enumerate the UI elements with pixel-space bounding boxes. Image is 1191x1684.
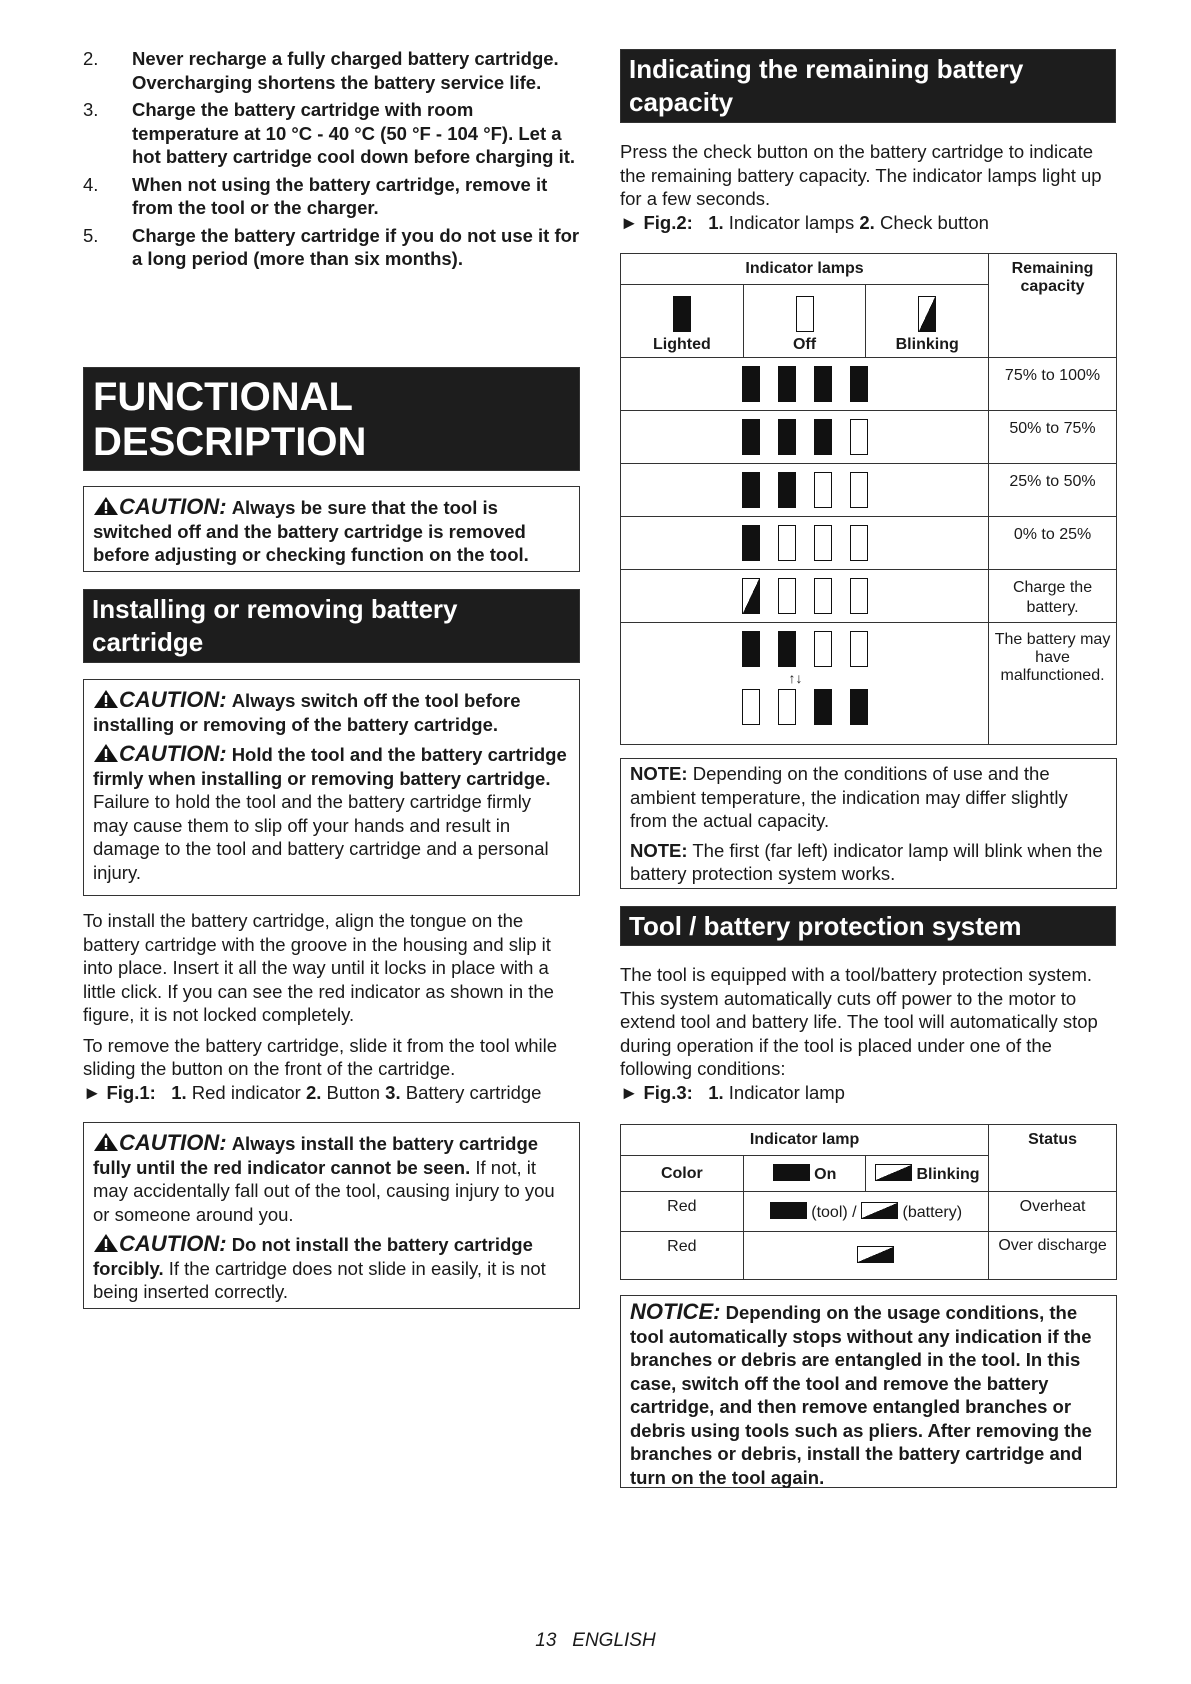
lamp-blinking-icon (861, 1202, 898, 1219)
legend-off: Off (743, 285, 866, 358)
lamp-group (621, 358, 989, 411)
lamp-group (621, 570, 989, 623)
lamp-group (621, 411, 989, 464)
lamp-lighted-icon (778, 366, 796, 402)
header-status: Status (1028, 1131, 1078, 1148)
lamp-off-icon (850, 631, 868, 667)
protection-heading: Tool / battery protection system (620, 906, 1116, 946)
malfunction-lamps (621, 623, 989, 745)
capacity-table (620, 253, 1117, 745)
status-color: Red (667, 1198, 697, 1215)
lamp-lighted-icon (742, 525, 760, 561)
header-remaining-capacity: Remaining capacity (989, 254, 1117, 358)
functional-description-heading: FUNCTIONAL DESCRIPTION (83, 367, 580, 471)
lamp-on-icon (773, 1164, 810, 1181)
protection-text: The tool is equipped with a tool/battery protection system. This system automatically cuts off power to the motor to extend tool and battery life. The tool will automatically stop during operation if the tool is placed under one of the following conditions: ► Fig.3: 1. Indicator lamp (620, 963, 1120, 1104)
caution-box-fully-install: CAUTION: Always install the battery cartridge fully until the red indicator cannot be seen. If not, it may accidentally fall out of the tool, causing injury to you or someone around you. CAUTION: Do not install the battery cartridge forcibly. If the cartridge does not slide in easily, it is not being inserted correctly. (83, 1122, 580, 1309)
lamp-lighted-icon (742, 366, 760, 402)
status-lamps (743, 1232, 988, 1280)
lamp-lighted-icon (742, 631, 760, 667)
lamp-on-icon (770, 1202, 807, 1219)
caution-box-install: CAUTION: Always switch off the tool before installing or removing of the battery cartridge. CAUTION: Hold the tool and the battery cartridge firmly when installing or removing battery cartridge. Failure to hold the tool and the battery cartridge firmly may cause them to slip off your hands and result in damage to the tool and battery cartridge and a personal injury. (83, 679, 580, 896)
table-row (621, 411, 1117, 464)
capacity-heading: Indicating the remaining battery capacity (620, 49, 1116, 123)
lamp-off-icon (814, 525, 832, 561)
list-item: 2. Never recharge a fully charged battery cartridge. Overcharging shortens the battery service life. (83, 48, 559, 93)
status-label: Overheat (1019, 1198, 1086, 1215)
status-label: Over discharge (998, 1237, 1107, 1254)
precaution-list (83, 47, 580, 275)
lamp-group (621, 517, 989, 570)
list-item: 3. Charge the battery cartridge with room temperature at 10 °C - 40 °C (50 °F - 104 °F). Let a hot battery cartridge cool down before charging it. (83, 99, 576, 167)
capacity-label: 25% to 50% (1009, 473, 1096, 490)
lamp-off-icon (796, 296, 814, 332)
lamp-off-icon (778, 578, 796, 614)
header-blinking: Blinking (866, 1156, 989, 1192)
warning-icon (93, 743, 119, 763)
capacity-instructions: Press the check button on the battery cartridge to indicate the remaining battery capacity. The indicator lamps light up for a few seconds. ► Fig.2: 1. Indicator lamps 2. Check button (620, 140, 1120, 234)
install-instructions: To install the battery cartridge, align the tongue on the battery cartridge with the groove in the housing and slip it into place. Insert it all the way until it locks in place with a little click. If you can see the red indicator as shown in the figure, it is not locked completely. To remove the battery cartridge, slide it from the tool while sliding the button on the front of the cartridge. ► Fig.1: 1. Red indicator 2. Button 3. Battery cartridge (83, 909, 583, 1104)
table-row (621, 464, 1117, 517)
lamp-off-icon (778, 689, 796, 725)
lamp-lighted-icon (742, 419, 760, 455)
lamp-lighted-icon (778, 472, 796, 508)
lamp-lighted-icon (742, 472, 760, 508)
lamp-group (621, 631, 988, 667)
warning-icon (93, 1132, 119, 1152)
legend-lighted: Lighted (621, 285, 744, 358)
table-row (621, 570, 1117, 623)
list-item: 5. Charge the battery cartridge if you do not use it for a long period (more than six months). (83, 224, 580, 269)
capacity-label: Charge the battery. (1012, 579, 1093, 616)
list-item: 4. When not using the battery cartridge, remove it from the tool or the charger. (83, 173, 548, 218)
lamp-group (621, 689, 988, 725)
header-indicator-lamp: Indicator lamp (749, 1131, 860, 1148)
header-color: Color (660, 1164, 703, 1182)
lamp-lighted-icon (814, 419, 832, 455)
warning-icon (93, 496, 119, 516)
lamp-group (621, 464, 989, 517)
table-row-malfunction (621, 623, 1117, 745)
lamp-lighted-icon (814, 689, 832, 725)
caution-box-adjust: CAUTION: Always be sure that the tool is switched off and the battery cartridge is removed before adjusting or checking function on the tool. (83, 486, 580, 572)
lamp-blinking-icon (918, 296, 936, 332)
lamp-off-icon (814, 578, 832, 614)
fig2-caption: ► Fig.2: 1. Indicator lamps 2. Check button (620, 211, 989, 233)
lamp-lighted-icon (778, 419, 796, 455)
table-row (621, 358, 1117, 411)
lamp-off-icon (850, 472, 868, 508)
lamp-lighted-icon (778, 631, 796, 667)
table-row-overheat (621, 1192, 1117, 1232)
lamp-lighted-icon (850, 689, 868, 725)
footer-language: ENGLISH (572, 1630, 656, 1651)
lamp-off-icon (850, 525, 868, 561)
lamp-off-icon (742, 689, 760, 725)
warning-icon (93, 689, 119, 709)
lamp-lighted-icon (814, 366, 832, 402)
lamp-blinking-icon (742, 578, 760, 614)
page-footer (0, 1630, 1191, 1652)
lamp-off-icon (814, 631, 832, 667)
legend-blinking: Blinking (866, 285, 989, 358)
capacity-label: 0% to 25% (1013, 526, 1092, 543)
lamp-off-icon (814, 472, 832, 508)
status-lamps: (tool) / (battery) (743, 1192, 988, 1232)
capacity-label: The battery may have malfunctioned. (994, 631, 1111, 684)
fig3-caption: ► Fig.3: 1. Indicator lamp (620, 1081, 845, 1103)
status-color: Red (667, 1238, 697, 1255)
note-box: NOTE: Depending on the conditions of use and the ambient temperature, the indication may differ slightly from the actual capacity. NOTE: The first (far left) indicator lamp will blink when the battery protection system works. (620, 758, 1117, 889)
table-row-over-discharge (621, 1232, 1117, 1280)
header-indicator-lamps: Indicator lamps (621, 254, 989, 285)
fig1-caption: ► Fig.1: 1. Red indicator 2. Button 3. Battery cartridge (83, 1081, 542, 1103)
capacity-label: 75% to 100% (1004, 367, 1101, 384)
warning-icon (93, 1233, 119, 1253)
lamp-lighted-icon (673, 296, 691, 332)
lamp-off-icon (850, 578, 868, 614)
lamp-blinking-icon (875, 1164, 912, 1181)
lamp-off-icon (778, 525, 796, 561)
header-on: On (743, 1156, 866, 1192)
lamp-lighted-icon (850, 366, 868, 402)
notice-box: NOTICE: Depending on the usage conditions, the tool automatically stops without any indication if the branches or debris are entangled in the tool. In this case, switch off the tool and remove the battery cartridge, and then remove entangled branches or debris using tools such as pliers. After removing the branches or debris, install the battery cartridge and turn on the tool again. (620, 1295, 1117, 1488)
lamp-off-icon (850, 419, 868, 455)
status-table (620, 1124, 1117, 1280)
table-row (621, 517, 1117, 570)
up-down-arrows-icon: ↑↓ (788, 670, 803, 686)
lamp-blinking-icon (857, 1246, 894, 1263)
capacity-label: 50% to 75% (1009, 420, 1096, 437)
page-number: 13 (535, 1630, 557, 1651)
installing-heading: Installing or removing battery cartridge (83, 589, 580, 663)
